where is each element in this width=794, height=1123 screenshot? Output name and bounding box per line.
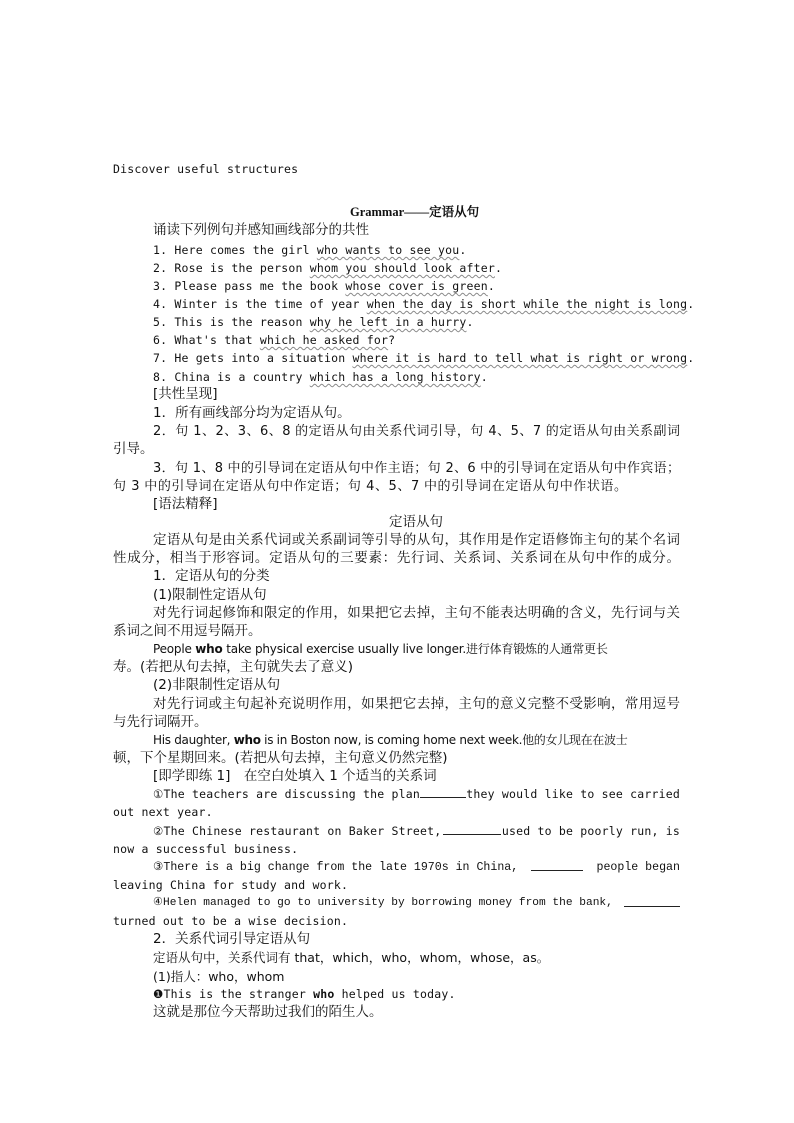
practice-question-2-cont: now a successful business.	[113, 842, 299, 856]
classification-title: 1．定语从句的分类	[153, 568, 270, 584]
grammar-label: [语法精释]	[153, 496, 218, 512]
commonality-point-1: 1．所有画线部分均为定语从句。	[153, 405, 351, 421]
example-sentence: 6. What's that which he asked for?	[153, 333, 396, 347]
practice-question-1-cont: out next year.	[113, 805, 213, 819]
commonality-point-3: 3．句 1、8 中的引导词在定语从句中作主语；句 2、6 中的引导词在定语从句中作宾语；	[153, 461, 680, 476]
answer-blank-2[interactable]	[443, 823, 501, 835]
section-title: Grammar——定语从句	[350, 205, 480, 219]
practice-label: [即学即练 1] 在空白处填入 1 个适当的关系词	[153, 768, 437, 784]
practice-question-2: ②The Chinese restaurant on Baker Street, used to be poorly run, is	[153, 824, 680, 838]
example-sentence: 4. Winter is the time of year when the day is short while the night is long.	[153, 297, 695, 311]
practice-question-1: ①The teachers are discussing the plan they would like to see carried	[153, 787, 680, 801]
final-example-translation: 这就是那位今天帮助过我们的陌生人。	[153, 1004, 383, 1020]
example-sentence: 3. Please pass me the book whose cover is green.	[153, 279, 495, 293]
final-example: ❶This is the stranger who helped us today.	[153, 987, 456, 1001]
commonality-point-2-cont: 引导。	[113, 441, 154, 457]
answer-blank-3[interactable]	[531, 859, 583, 871]
commonality-point-2: 2．句 1、2、3、6、8 的定语从句由关系代词引导，句 4、5、7 的定语从句由关系副词	[153, 424, 680, 439]
nonrestrictive-desc: 对先行词或主句起补充说明作用，如果把它去掉，主句的意义完整不受影响，常用逗号	[153, 696, 680, 712]
practice-question-4-cont: turned out to be a wise decision.	[113, 914, 349, 928]
example-sentence: 5. This is the reason why he left in a hurry.	[153, 315, 474, 329]
nonrestrictive-example-cont: 顿，下个星期回来。(若把从句去掉，主句意义仍然完整)	[113, 750, 448, 766]
restrictive-desc-cont: 系词之间不用逗号隔开。	[113, 623, 262, 639]
nonrestrictive-title: (2)非限制性定语从句	[153, 677, 281, 693]
grammar-title: 定语从句	[389, 514, 443, 530]
restrictive-desc: 对先行词起修饰和限定的作用，如果把它去掉，主句不能表达明确的含义，先行词与关	[153, 605, 680, 621]
relative-pronoun-title: 2．关系代词引导定语从句	[153, 931, 311, 947]
answer-blank-4[interactable]	[624, 895, 680, 907]
example-sentence: 2. Rose is the person whom you should look after.	[153, 261, 503, 275]
page-heading: Discover useful structures	[113, 162, 299, 176]
example-sentence: 8. China is a country which has a long history.	[153, 370, 488, 384]
definition-line-2: 性成分，相当于形容词。定语从句的三要素：先行词、关系词、关系词在从句中作的成分。	[113, 550, 680, 566]
restrictive-example: People who take physical exercise usually live longer.进行体育锻炼的人通常更长	[153, 642, 608, 656]
answer-blank-1[interactable]	[420, 786, 466, 798]
restrictive-title: (1)限制性定语从句	[153, 587, 267, 603]
nonrestrictive-example: His daughter, who is in Boston now, is coming home next week.他的女儿现在在波士	[153, 733, 628, 747]
relative-pronoun-subtitle: (1)指人：who，whom	[153, 969, 285, 984]
example-sentence: 7. He gets into a situation where it is hard to tell what is right or wrong.	[153, 351, 695, 365]
example-sentence: 1. Here comes the girl who wants to see you.	[153, 243, 467, 257]
practice-question-3-cont: leaving China for study and work.	[113, 878, 349, 892]
nonrestrictive-desc-cont: 与先行词隔开。	[113, 714, 208, 730]
definition-line-1: 定语从句是由关系代词或关系副词等引导的从句，其作用是作定语修饰主句的某个名词	[153, 532, 680, 548]
practice-question-3: ③There is a big change from the late 1970s in China, people began	[153, 861, 680, 874]
commonality-label: [共性呈现]	[153, 386, 218, 402]
commonality-point-3-cont: 句 3 中的引导词在定语从句中作定语；句 4、5、7 中的引导词在定语从句中作状语。	[113, 479, 627, 494]
relative-pronoun-list: 定语从句中，关系代词有 that，which，who，whom，whose，as。	[153, 950, 550, 965]
intro-instruction: 诵读下列例句并感知画线部分的共性	[153, 222, 369, 238]
restrictive-example-cont: 寿。(若把从句去掉，主句就失去了意义)	[113, 659, 354, 675]
practice-question-4: ④Helen managed to go to university by borrowing money from the bank,	[153, 895, 680, 912]
